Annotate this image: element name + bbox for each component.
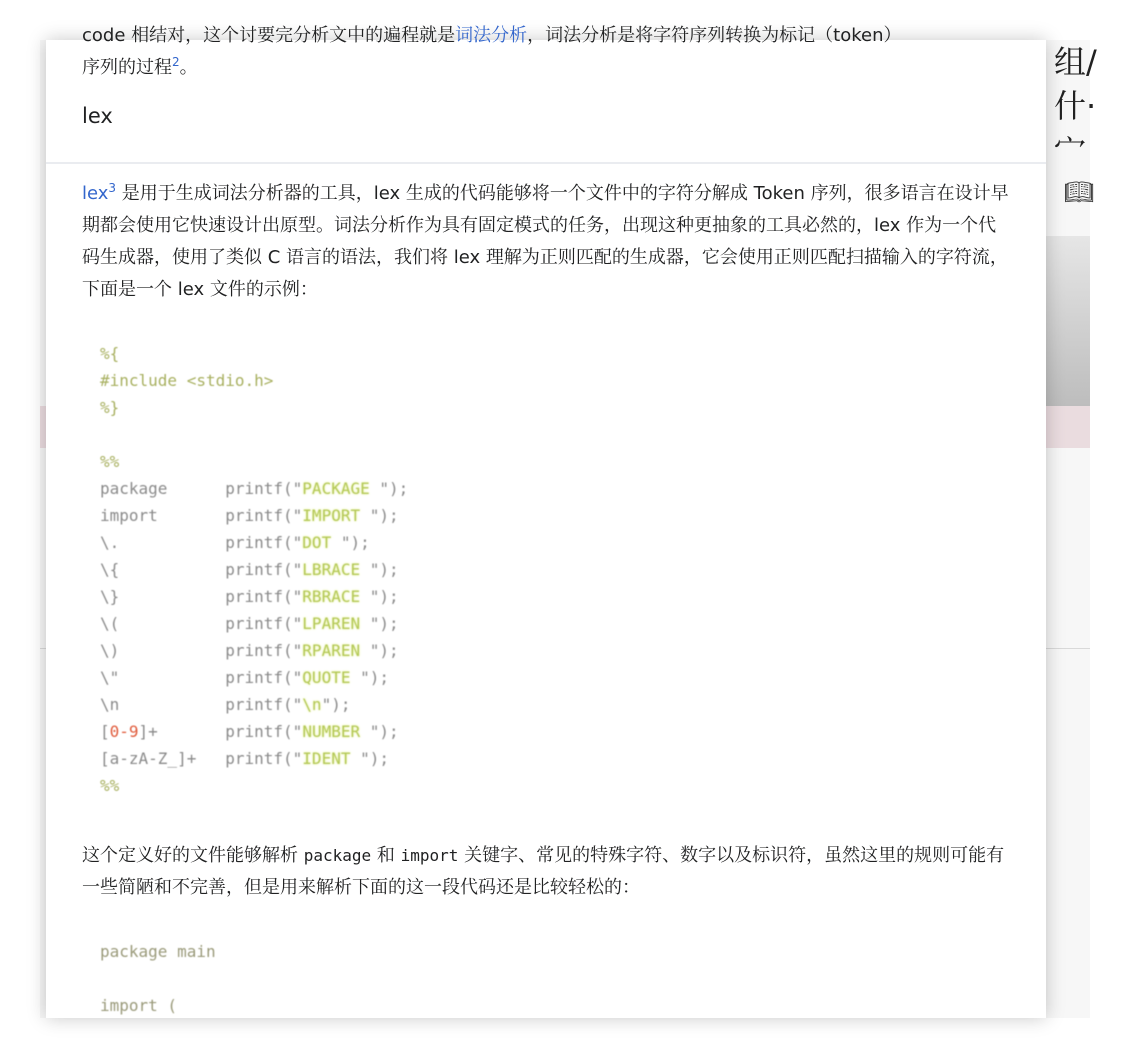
bg-glyph: 什· (1054, 87, 1097, 125)
rule-action-string: RBRACE (302, 587, 370, 606)
rule-action-string: DOT (302, 533, 341, 552)
lex-rule-line (100, 695, 350, 714)
rule-action-end: "); (379, 479, 409, 498)
rule-action-fn: printf(" (225, 506, 303, 525)
lex-rule-line (100, 749, 389, 768)
rule-action-end: "); (360, 668, 389, 687)
rule-action-string: PACKAGE (302, 479, 380, 498)
rule-pattern: \. (100, 533, 120, 552)
lex-rule-line (100, 614, 399, 633)
inline-code: package (303, 846, 372, 865)
rule-action-end: "); (321, 695, 351, 714)
rule-pattern: package (100, 479, 168, 498)
top-fragment-paragraph (82, 20, 1010, 84)
background-right-strip (1046, 40, 1097, 1018)
lex-rules (100, 479, 408, 768)
lex-rule-line (100, 587, 399, 606)
rule-action-fn: printf(" (225, 560, 303, 579)
text-fragment: ，词法分析是将字符序列转换为标记（token） (527, 25, 902, 46)
rule-pattern: import (100, 506, 158, 525)
lex-rule-line (100, 560, 399, 579)
rule-pattern: \) (100, 641, 120, 660)
code-line: import ( (100, 996, 178, 1015)
text-fragment: code 相结对，这个讨要完分析文中的遍程就是 (82, 25, 456, 46)
rule-action-fn: printf(" (225, 668, 303, 687)
paragraph-text: 这个定义好的文件能够解析 (82, 845, 304, 866)
lex-rule-line (100, 506, 399, 525)
section-divider (46, 162, 1046, 164)
footnote-link[interactable]: 2 (172, 55, 180, 69)
rule-action-fn: printf(" (225, 587, 303, 606)
inline-code: import (400, 846, 459, 865)
lex-rule-line (100, 533, 370, 552)
rule-action-fn: printf(" (225, 749, 303, 768)
rule-pattern: \} (100, 587, 120, 606)
lex-code-block (100, 340, 408, 799)
rule-pattern: \( (100, 614, 120, 633)
reference-preview-popover (46, 25, 1046, 1018)
bg-glyph: 组/ (1054, 43, 1097, 81)
rule-action-fn: printf(" (225, 614, 303, 633)
rule-action-string: RPAREN (302, 641, 370, 660)
rule-action-end: "); (369, 722, 399, 741)
background-pink-band (1046, 406, 1090, 448)
go-code-block (100, 938, 216, 1019)
paragraph-text: 关键字、常见的特殊字符、数字以及标识符，虽然这里的规则可能有一些简陋和不完善，但是用来解析下面的这一段代码还是比较轻松的： (82, 845, 1005, 898)
rule-action-string: IDENT (302, 749, 361, 768)
lex-rule-line (100, 668, 389, 687)
text-fragment: 。 (179, 57, 198, 78)
rule-pattern: \" (100, 668, 120, 687)
lex-rule-line (100, 641, 399, 660)
code-line: package main (100, 942, 216, 961)
rule-pattern: [0-9]+ (100, 722, 158, 741)
background-rule (1046, 648, 1090, 649)
book-icon[interactable]: 📖︎ (1064, 178, 1095, 206)
rule-pattern: [a-zA-Z_]+ (100, 749, 197, 768)
rule-action-string: LPAREN (302, 614, 370, 633)
rule-action-string: NUMBER (302, 722, 370, 741)
paragraph-text: 和 (371, 845, 401, 866)
rule-action-end: "); (369, 641, 399, 660)
rule-action-fn: printf(" (225, 533, 303, 552)
bg-glyph: 宀 (1054, 131, 1087, 169)
footnote-link[interactable]: 3 (108, 181, 117, 195)
code-line: #include <stdio.h> (100, 371, 274, 390)
code-line: %{ (100, 344, 120, 363)
rule-action-string: \n (302, 695, 322, 714)
background-image-fragment (1046, 236, 1090, 406)
rule-action-end: "); (369, 506, 399, 525)
paragraph-text: 是用于生成词法分析器的工具，lex 生成的代码能够将一个文件中的字符分解成 Token 序列，很多语言在设计早期都会使用它快速设计出原型。词法分析作为具有固定模式的任务，出现这种更抽象的工具必然的，lex 作为一个代码生成器，使用了类似 C 语言的语法，我们将 lex 理解为正则匹配的生成器，它会使用正则匹配扫描输入的字符流，下面是一个 lex 文件的示例： (82, 183, 1009, 300)
rule-action-end: "); (340, 533, 370, 552)
rule-pattern: \n (100, 695, 120, 714)
rule-action-string: IMPORT (302, 506, 370, 525)
code-line: %% (100, 452, 120, 471)
rule-action-end: "); (369, 587, 399, 606)
rule-action-string: LBRACE (302, 560, 370, 579)
lexical-analysis-link[interactable]: 词法分析 (455, 25, 528, 46)
rule-action-fn: printf(" (225, 641, 303, 660)
lex-rule-line (100, 479, 408, 498)
rule-action-string: QUOTE (302, 668, 361, 687)
lex-intro-paragraph (82, 178, 1012, 306)
section-heading: lex (82, 104, 113, 128)
text-fragment: 序列的过程 (82, 57, 172, 78)
lex-rule-line (100, 722, 399, 741)
rule-action-fn: printf(" (225, 479, 303, 498)
background-heading-fragment (1054, 40, 1097, 172)
code-line: %} (100, 398, 120, 417)
rule-action-fn: printf(" (225, 722, 303, 741)
lex-link[interactable]: lex (82, 183, 109, 204)
code-line: %% (100, 776, 120, 795)
rule-action-end: "); (369, 614, 399, 633)
rule-pattern: \{ (100, 560, 120, 579)
rule-action-fn: printf(" (225, 695, 303, 714)
lex-explanation-paragraph (82, 840, 1012, 904)
rule-action-end: "); (360, 749, 389, 768)
rule-action-end: "); (369, 560, 399, 579)
